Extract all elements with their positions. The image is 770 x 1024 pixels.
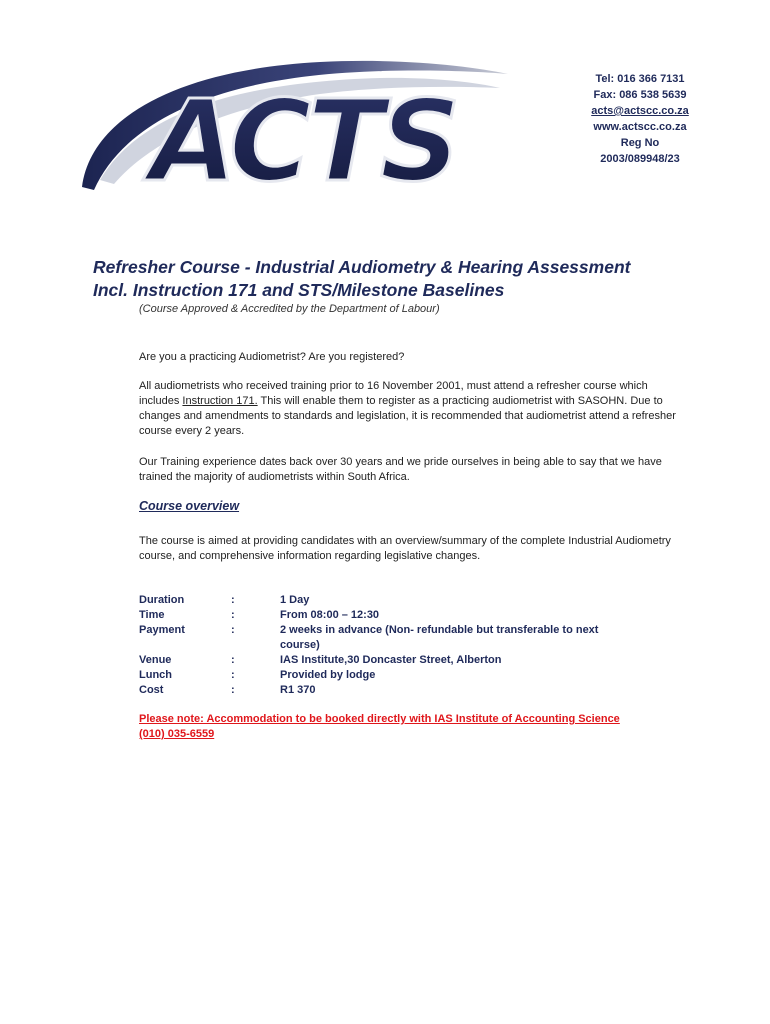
experience-paragraph: Our Training experience dates back over 30 years and we pride ourselves in being able to say that we have trained the majority of audiometrists within South Africa. (139, 456, 662, 483)
phone-number: Tel: 016 366 7131 (595, 73, 685, 85)
detail-colon: : (231, 684, 235, 696)
detail-value: 1 Day (280, 594, 310, 606)
contact-block (540, 71, 740, 167)
accreditation-subtitle: (Course Approved & Accredited by the Department of Labour) (139, 303, 440, 315)
detail-value: From 08:00 – 12:30 (280, 609, 380, 621)
page-title (93, 256, 733, 302)
title-line-2: Incl. Instruction 171 and STS/Milestone Baselines (93, 280, 505, 300)
detail-colon: : (231, 624, 235, 636)
email-link[interactable]: acts@actscc.co.za (591, 105, 689, 117)
course-details (139, 593, 659, 698)
detail-row-duration (139, 593, 659, 608)
title-line-1: Refresher Course - Industrial Audiometry & Hearing Assessment (93, 257, 631, 277)
detail-label: Payment (139, 624, 185, 636)
reg-number: 2003/089948/23 (600, 153, 680, 165)
logo-text: ACTS (150, 77, 457, 192)
accommodation-note (139, 712, 699, 742)
refresher-text-2: This will enable them to register as a practicing audiometrist with SASOHN. Due to changes and amendments to standards and legislation, it is recommended that audiometrist attend a refresher course every 2 years. (139, 395, 676, 437)
detail-colon: : (231, 594, 235, 606)
detail-value: 2 weeks in advance (Non- refundable but transferable to next course) (280, 624, 599, 651)
detail-row-venue (139, 653, 659, 668)
detail-label: Time (139, 609, 165, 621)
detail-label: Lunch (139, 669, 172, 681)
detail-colon: : (231, 609, 235, 621)
note-phone: (010) 035-6559 (139, 728, 215, 740)
detail-value: Provided by lodge (280, 669, 376, 681)
note-line-1: Please note: Accommodation to be booked directly with IAS Institute of Accounting Science (139, 713, 620, 725)
website-text: www.actscc.co.za (593, 121, 687, 133)
instruction-171-link[interactable]: Instruction 171. (182, 395, 258, 407)
detail-value: IAS Institute,30 Doncaster Street, Alberton (280, 654, 502, 666)
detail-value: R1 370 (280, 684, 316, 696)
reg-label: Reg No (620, 137, 660, 149)
acts-logo (80, 52, 510, 192)
refresher-text-1: All audiometrists who received training prior to 16 November 2001, must attend a refresher course which includes (139, 380, 648, 407)
refresher-paragraph (139, 379, 684, 439)
intro-question: Are you a practicing Audiometrist? Are you registered? (139, 351, 405, 363)
detail-colon: : (231, 654, 235, 666)
detail-row-cost (139, 683, 659, 698)
detail-label: Venue (139, 654, 172, 666)
detail-label: Cost (139, 684, 164, 696)
detail-row-lunch (139, 668, 659, 683)
fax-number: Fax: 086 538 5639 (593, 89, 687, 101)
detail-colon: : (231, 669, 235, 681)
detail-label: Duration (139, 594, 185, 606)
overview-paragraph: The course is aimed at providing candidates with an overview/summary of the complete Industrial Audiometry course, and comprehensive information regarding legislative changes. (139, 535, 671, 562)
course-overview-heading: Course overview (139, 499, 240, 513)
detail-row-payment (139, 623, 659, 653)
detail-row-time (139, 608, 659, 623)
